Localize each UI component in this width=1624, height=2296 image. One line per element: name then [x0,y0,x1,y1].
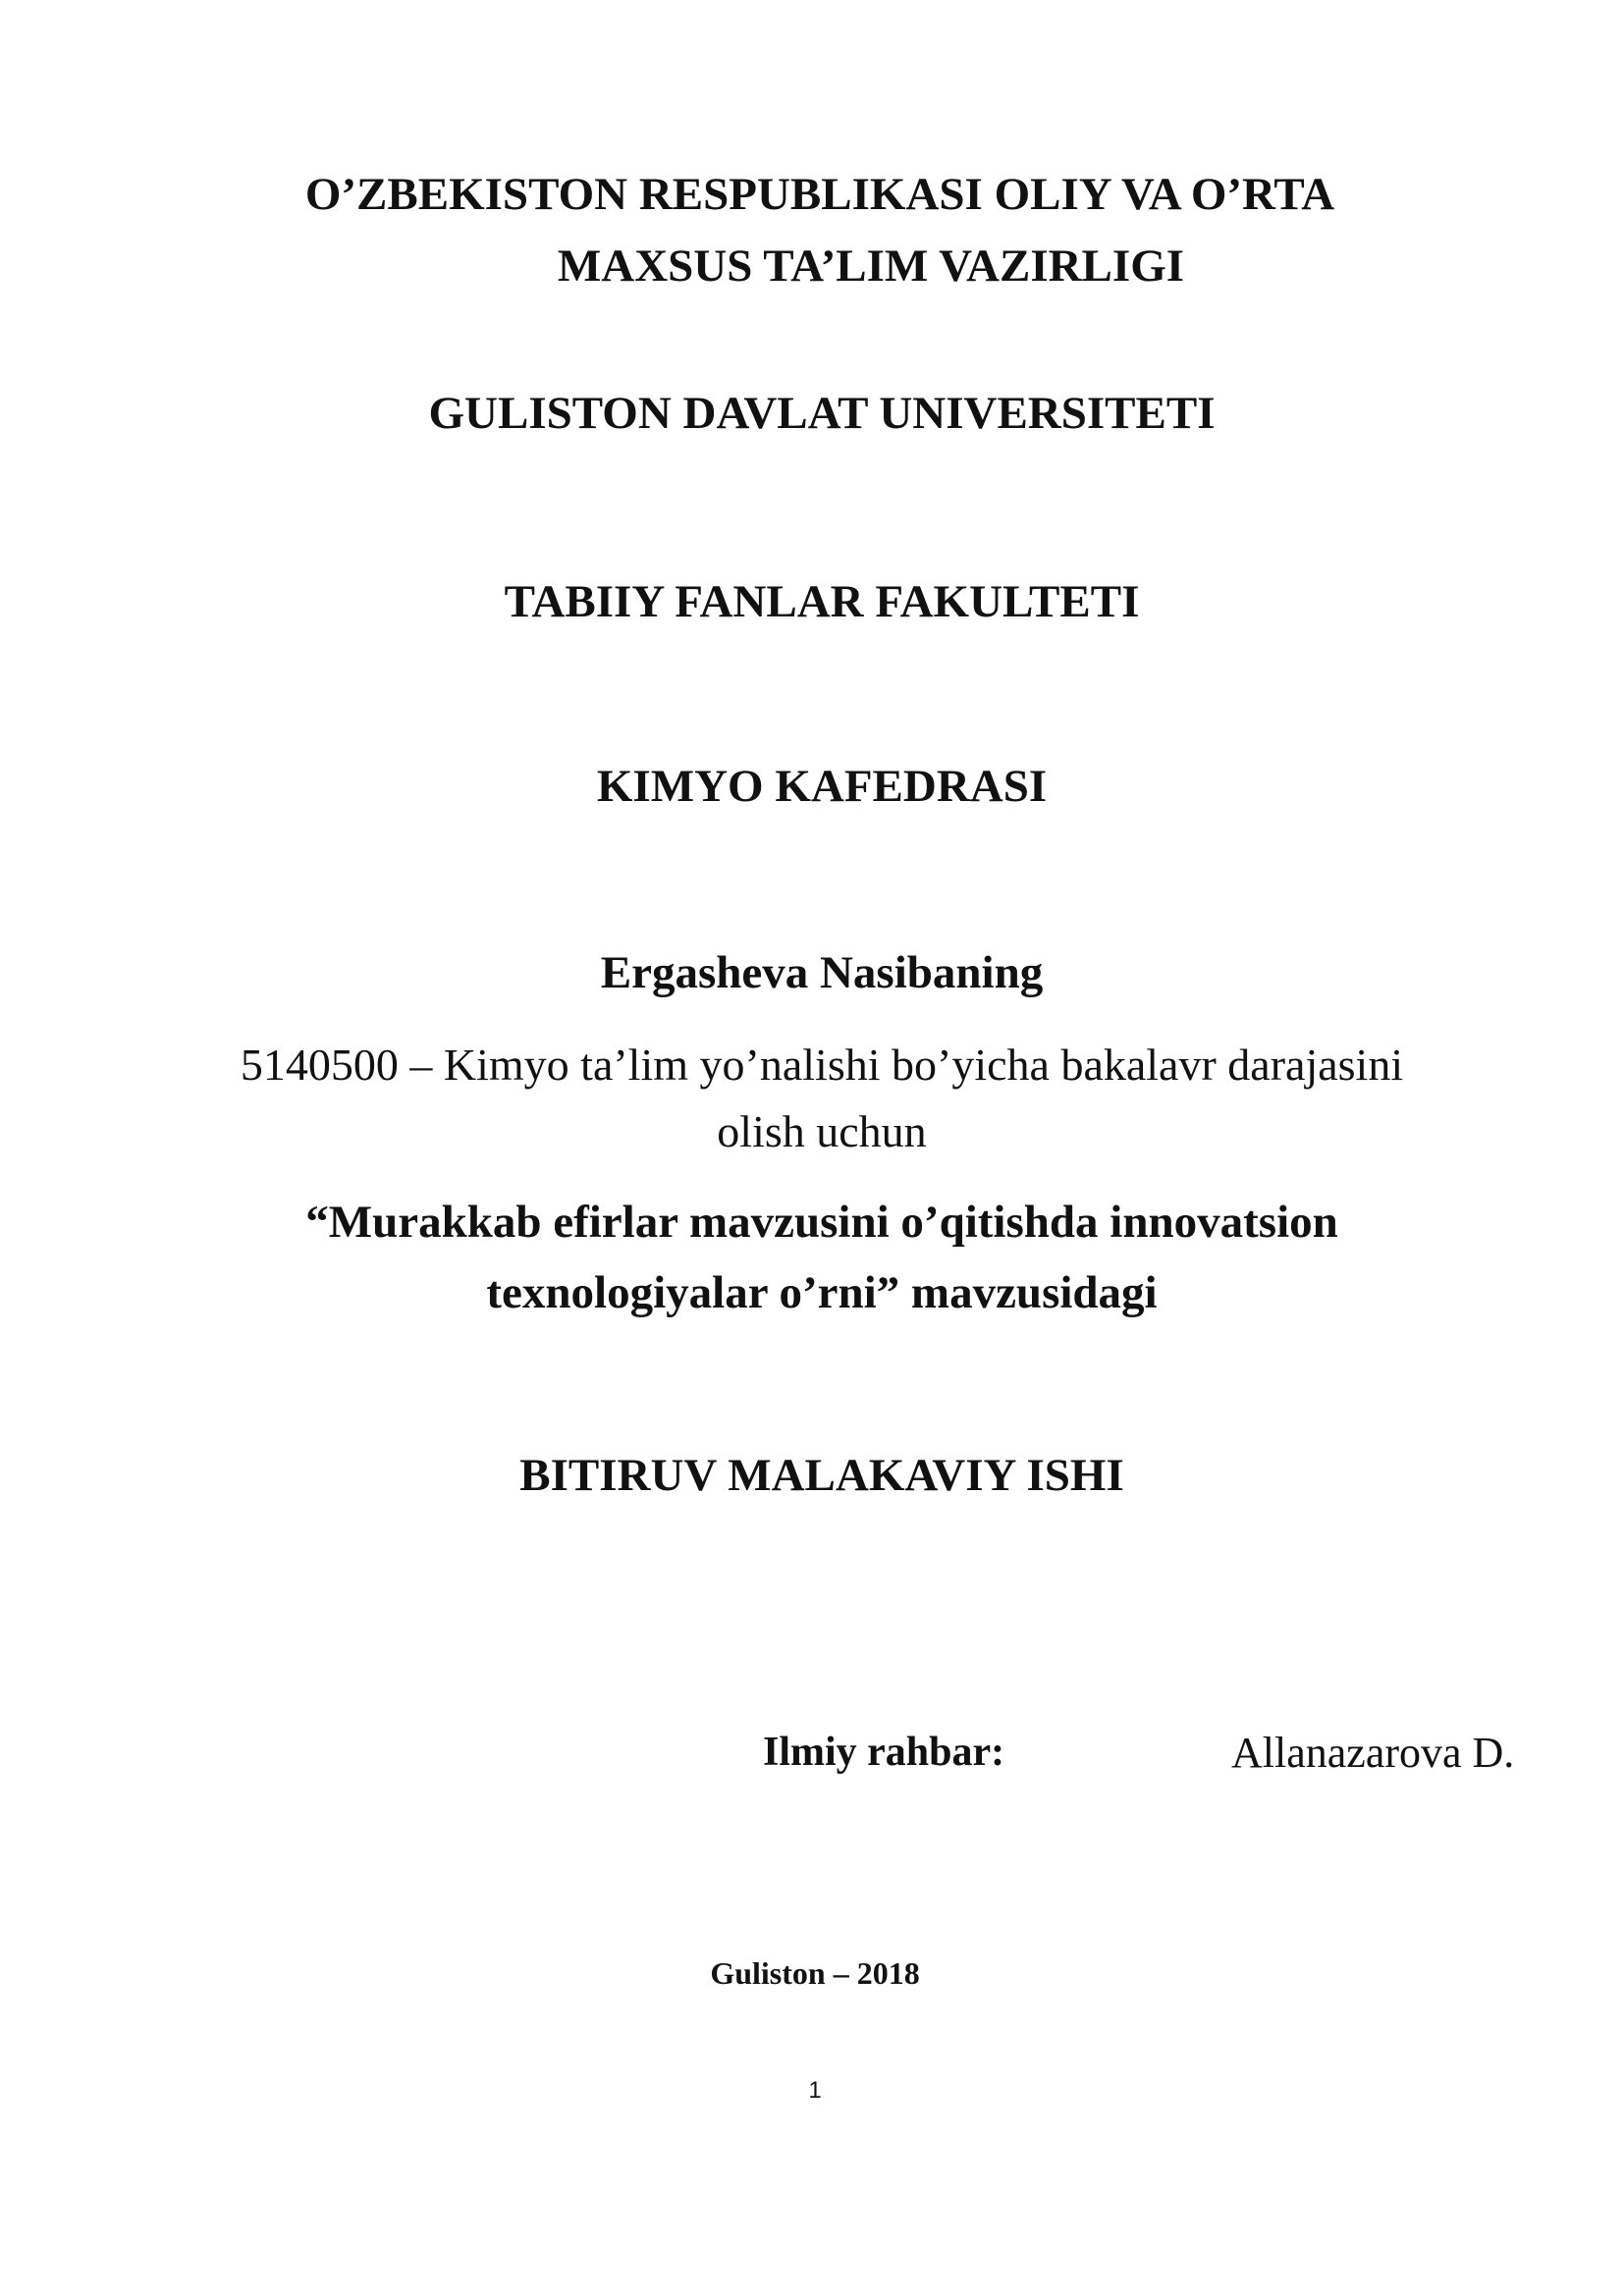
thesis-topic-line-1: “Murakkab efirlar mavzusini o’qitishda innovatsion [305,1197,1338,1248]
supervisor-label: Ilmiy rahbar: [763,1730,1005,1775]
degree-line-2: olish uchun [717,1106,927,1156]
supervisor-name: Allanazarova D. [1231,1729,1515,1777]
ministry-title-line-2: MAXSUS TA’LIM VAZIRLIGI [557,240,1185,292]
department-name: KIMYO KAFEDRASI [596,761,1048,812]
author-name: Ergasheva Nasibaning [600,947,1044,998]
ministry-title-line-1: O’ZBEKISTON RESPUBLIKASI OLIY VA O’RTA [304,169,1335,220]
thesis-topic-line-2: texnologiyalar o’rni” mavzusidagi [486,1267,1158,1318]
page-number: 1 [808,2077,822,2104]
university-name: GULISTON DAVLAT UNIVERSITETI [428,388,1216,439]
place-and-year: Guliston – 2018 [710,1955,920,1991]
degree-line-1: 5140500 – Kimyo ta’lim yo’nalishi bo’yicha bakalavr darajasini [240,1040,1404,1090]
document-type: BITIRUV MALAKAVIY ISHI [519,1450,1124,1501]
faculty-name: TABIIY FANLAR FAKULTETI [504,576,1140,627]
